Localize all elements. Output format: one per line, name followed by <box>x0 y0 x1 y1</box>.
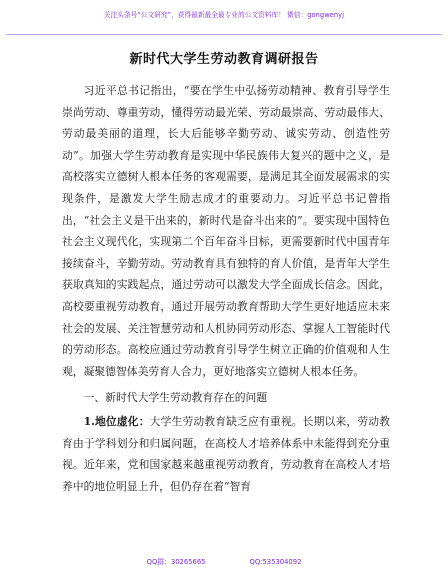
qq-group-text: QQ群：30265665 <box>146 558 206 566</box>
qq-text: QQ:535304092 <box>249 558 302 566</box>
header-banner <box>0 0 448 38</box>
item-label: 1.地位虚化： <box>83 414 150 428</box>
promo-text: 关注头条号“公文研究”，获得最新最全最专业的公文资料库！ 微信：gongwenyj <box>103 11 345 19</box>
section-heading: 一、新时代大学生劳动教育存在的问题 <box>83 391 268 405</box>
header-divider <box>6 34 442 35</box>
document-title: 新时代大学生劳动教育调研报告 <box>129 52 319 67</box>
item-text: 大学生劳动教育缺乏应有重视。长期以来，劳动教育由于学科划分和归属问题，在高校人才培养体系中未能得到充分重视。近年来，党和国家越来越重视劳动教育，劳动教育在高校人才培养中的地位明显上升，但仍存在着“智育 <box>62 414 390 493</box>
body-paragraph: 习近平总书记指出，“要在学生中弘扬劳动精神、教育引导学生崇尚劳动、尊重劳动，懂得劳动最光荣、劳动最崇高、劳动最伟大、劳动最美丽的道理，长大后能够辛勤劳动、诚实劳动、创造性劳动”。加强大学生劳动教育是实现中华民族伟大复兴的题中之义，是高校落实立德树人根本任务的客观需要，是满足其全面发展需求的实现条件，是激发大学生励志成才的重要动力。习近平总书记曾指出，“社会主义是干出来的，新时代是奋斗出来的”。要实现中国特色社会主义现代化，实现第二个百年奋斗目标，更需要新时代中国青年接续奋斗，辛勤劳动。劳动教育具有独特的育人价值，是青年大学生获取真知的实践起点，通过劳动可以激发大学全面成长信念。因此，高校要重视劳动教育，通过开展劳动教育帮助大学生更好地适应未来社会的发展、关注智慧劳动和人机协同劳动形态、掌握人工智能时代的劳动形态。高校应通过劳动教育引导学生树立正确的价值观和人生观，凝聚德智体美劳育人合力，更好地落实立德树人根本任务。 <box>62 84 390 378</box>
document-body <box>62 80 390 497</box>
footer <box>0 556 448 566</box>
list-item <box>62 411 390 497</box>
